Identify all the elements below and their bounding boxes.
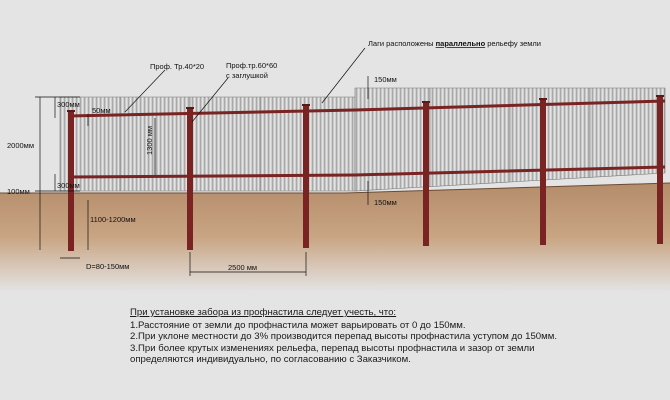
lag-note: Лаги расположены параллельно рельефу земли xyxy=(368,39,541,48)
note-item: 3.При более крутых изменениях рельефа, перепад высоты профнастила и зазор от земли xyxy=(130,342,535,354)
dim-300-bottom: 300мм xyxy=(57,181,80,190)
dim-2000: 2000мм xyxy=(7,141,34,150)
note-item: 2.При уклоне местности до 3% производится перепад высоты профнастила уступом до 150мм. xyxy=(130,331,557,343)
post xyxy=(303,105,309,248)
dim-span: 2500 мм xyxy=(228,263,258,272)
post xyxy=(423,102,429,246)
note-item: определяются индивидуально, по согласованию с Заказчиком. xyxy=(130,354,411,366)
note-item: 1.Расстояние от земли до профнастила может варьировать от 0 до 150мм. xyxy=(130,319,466,331)
dim-300-top: 300мм xyxy=(57,100,80,109)
installation-notes xyxy=(130,307,650,366)
with-cap-label: с заглушкой xyxy=(226,71,268,80)
dim-depth: 1100-1200мм xyxy=(90,215,136,224)
dim-1300: 1300 мм xyxy=(145,125,154,155)
prof-60x60-label: Проф.тр.60*60 xyxy=(226,61,278,70)
post xyxy=(540,99,546,245)
prof-40x20-label: Проф. Тр.40*20 xyxy=(150,62,205,71)
dim-100: 100мм xyxy=(7,187,30,196)
post xyxy=(657,96,663,244)
dim-150-top: 150мм xyxy=(374,75,397,84)
dim-50: 50мм xyxy=(92,106,111,115)
dim-150-bottom: 150мм xyxy=(374,198,397,207)
ground xyxy=(0,183,670,292)
post xyxy=(187,108,193,250)
notes-title: При установке забора из профнастила следует учесть, что: xyxy=(130,307,397,318)
dim-diameter: D=80-150мм xyxy=(86,262,130,271)
